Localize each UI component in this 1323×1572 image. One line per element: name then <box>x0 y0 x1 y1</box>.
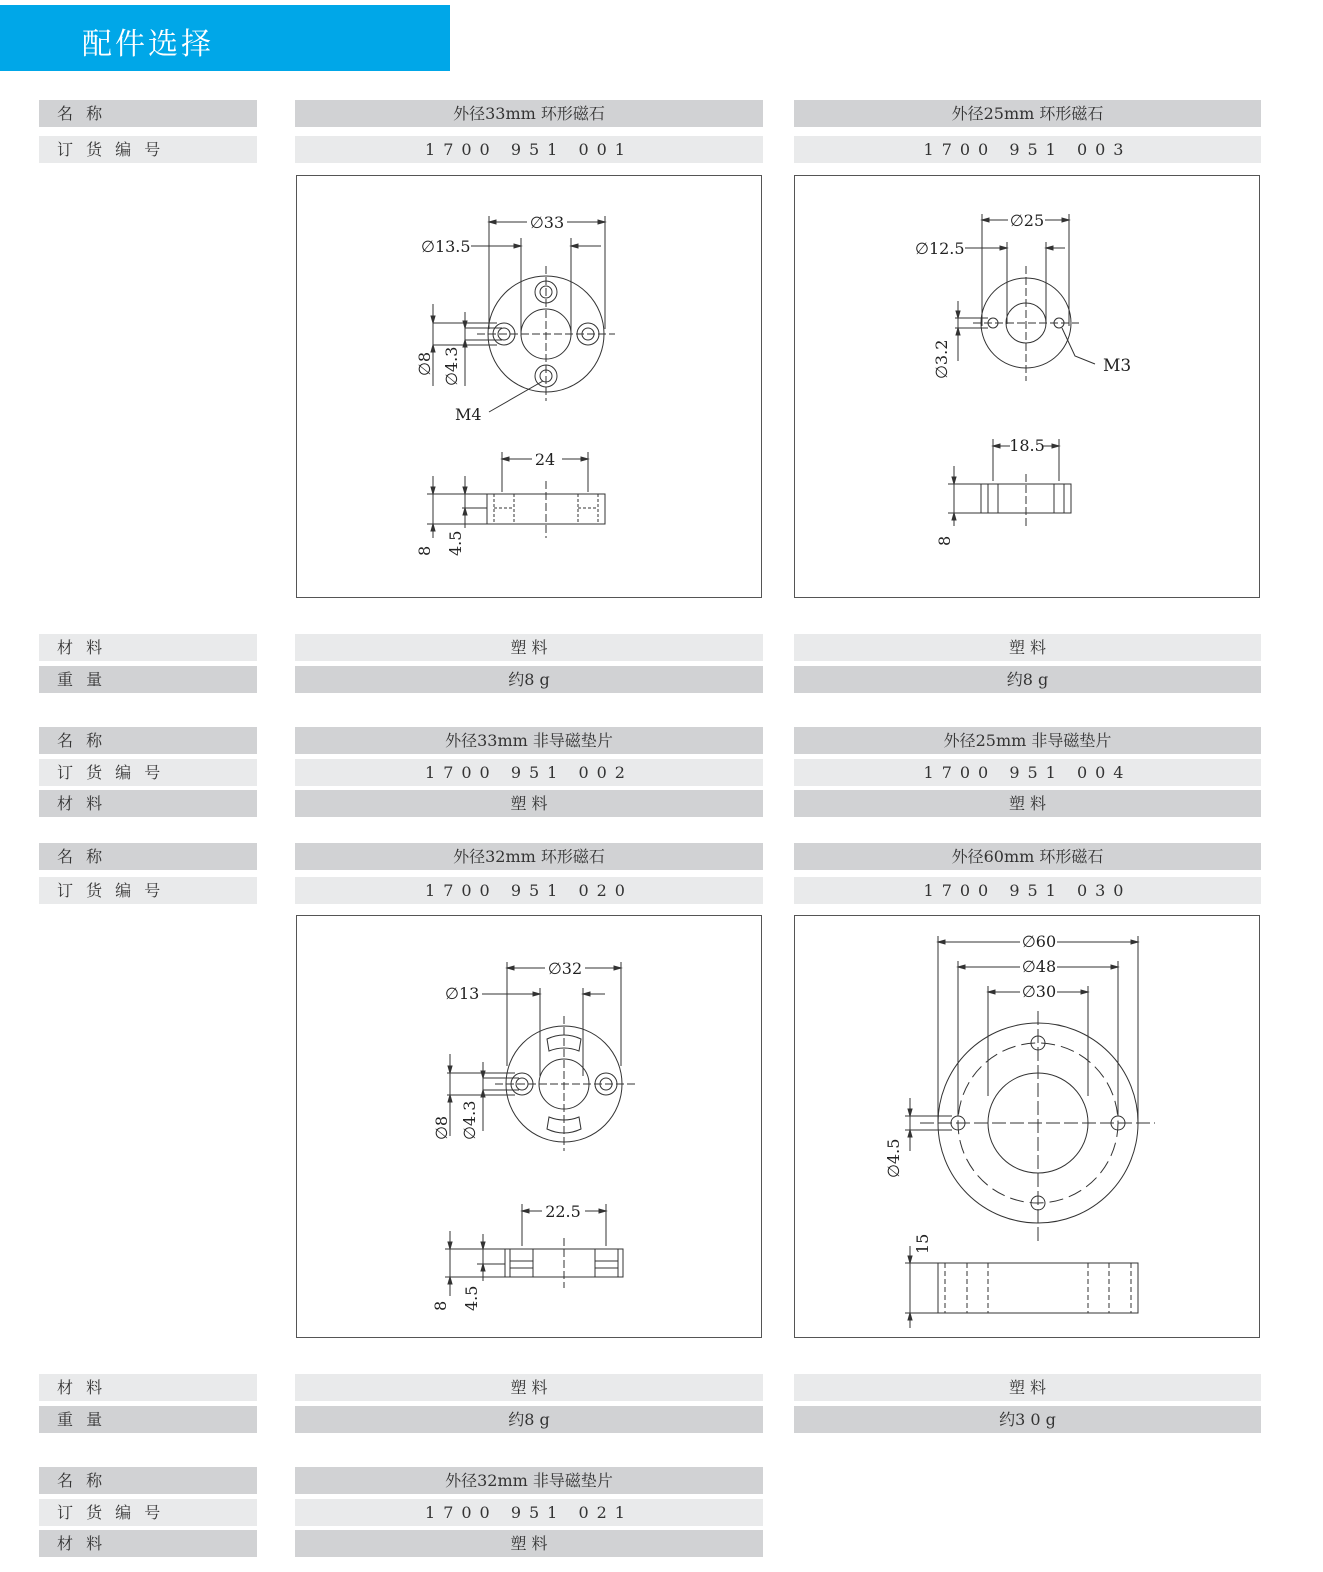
dim-depth: 4.5 <box>446 530 465 556</box>
label-material: 材 料 <box>39 790 257 817</box>
dim-outer-diameter: ∅33 <box>529 213 565 232</box>
material-value: 塑 料 <box>295 790 763 817</box>
dim-height: 15 <box>913 1233 932 1254</box>
thread-label: M3 <box>1103 356 1132 376</box>
dim-inner-diameter: ∅30 <box>1021 982 1057 1001</box>
order-number: 1700 951 021 <box>295 1499 763 1526</box>
dim-mid-diameter: ∅48 <box>1021 957 1057 976</box>
order-number: 1700 951 003 <box>794 136 1261 163</box>
material-value: 塑 料 <box>794 790 1261 817</box>
material-value: 塑 料 <box>794 1374 1261 1401</box>
dim-hole-diameter: ∅8 <box>432 1115 451 1140</box>
label-weight: 重 量 <box>39 666 257 693</box>
label-order-no: 订 货 编 号 <box>39 877 257 904</box>
dim-bolt-diameter: ∅4.3 <box>460 1100 479 1140</box>
label-order-no: 订 货 编 号 <box>39 1499 257 1526</box>
weight-value: 约3 0 g <box>794 1406 1261 1433</box>
dim-hole-diameter: ∅4.5 <box>884 1138 903 1178</box>
dim-inner-diameter: ∅13.5 <box>421 237 471 256</box>
drawing-25mm-ring-magnet <box>794 175 1260 598</box>
label-weight: 重 量 <box>39 1406 257 1433</box>
product-name: 外径32mm 环形磁石 <box>295 843 763 870</box>
label-material: 材 料 <box>39 1374 257 1401</box>
dim-height: 8 <box>935 535 954 546</box>
product-name: 外径32mm 非导磁垫片 <box>295 1467 763 1494</box>
dim-hole-spacing: 18.5 <box>1009 436 1045 455</box>
label-order-no: 订 货 编 号 <box>39 136 257 163</box>
order-number: 1700 951 004 <box>794 759 1261 786</box>
drawing-60mm-ring-magnet <box>794 915 1260 1338</box>
weight-value: 约8 g <box>295 1406 763 1433</box>
material-value: 塑 料 <box>794 634 1261 661</box>
weight-value: 约8 g <box>295 666 763 693</box>
dim-inner-diameter: ∅12.5 <box>915 239 965 258</box>
dim-height: 8 <box>415 545 434 556</box>
drawing-32mm-ring-magnet <box>296 915 762 1338</box>
product-name: 外径25mm 非导磁垫片 <box>794 727 1261 754</box>
label-name: 名 称 <box>39 1467 257 1494</box>
material-value: 塑 料 <box>295 1530 763 1557</box>
dim-hole-spacing: 24 <box>534 450 556 469</box>
order-number: 1700 951 002 <box>295 759 763 786</box>
dim-hole-diameter: ∅8 <box>415 351 434 376</box>
weight-value: 约8 g <box>794 666 1261 693</box>
label-name: 名 称 <box>39 843 257 870</box>
product-name: 外径25mm 环形磁石 <box>794 100 1261 127</box>
label-order-no: 订 货 编 号 <box>39 759 257 786</box>
order-number: 1700 951 001 <box>295 136 763 163</box>
product-name: 外径33mm 环形磁石 <box>295 100 763 127</box>
product-name: 外径33mm 非导磁垫片 <box>295 727 763 754</box>
dim-hole-diameter: ∅3.2 <box>932 339 951 379</box>
drawing-33mm-ring-magnet <box>296 175 762 598</box>
page-header <box>0 5 450 71</box>
dim-bolt-diameter: ∅4.3 <box>442 346 461 386</box>
dim-outer-diameter: ∅32 <box>547 959 583 978</box>
order-number: 1700 951 030 <box>794 877 1261 904</box>
dim-height: 8 <box>431 1300 450 1311</box>
label-material: 材 料 <box>39 1530 257 1557</box>
label-name: 名 称 <box>39 727 257 754</box>
dim-outer-diameter: ∅25 <box>1009 211 1045 230</box>
dim-inner-diameter: ∅13 <box>445 984 480 1003</box>
order-number: 1700 951 020 <box>295 877 763 904</box>
dim-outer-diameter: ∅60 <box>1021 932 1057 951</box>
label-material: 材 料 <box>39 634 257 661</box>
material-value: 塑 料 <box>295 634 763 661</box>
dim-hole-spacing: 22.5 <box>545 1202 581 1221</box>
label-name: 名 称 <box>39 100 257 127</box>
dim-depth: 4.5 <box>462 1285 481 1311</box>
material-value: 塑 料 <box>295 1374 763 1401</box>
page-title: 配件选择 <box>82 27 214 62</box>
product-name: 外径60mm 环形磁石 <box>794 843 1261 870</box>
thread-label: M4 <box>455 405 482 424</box>
